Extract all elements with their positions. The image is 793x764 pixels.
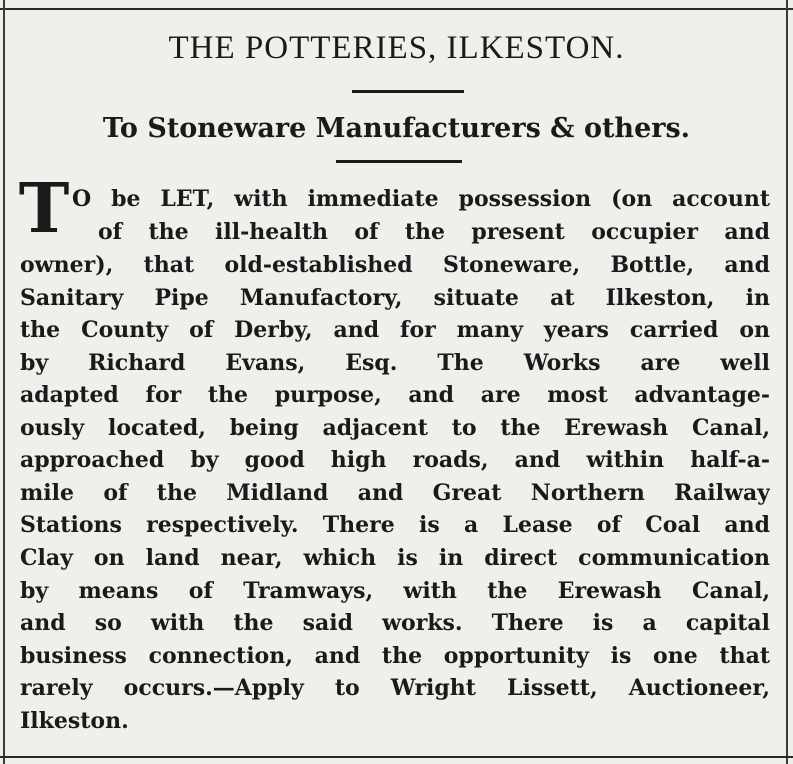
drop-cap: T: [18, 169, 70, 249]
body-line-11: Stations respectively. There is a Lease of Coal and: [20, 512, 770, 538]
body-line-1: O be LET, with immediate possession (on account: [72, 186, 770, 212]
body-line-7: adapted for the purpose, and are most advantage-: [20, 382, 770, 408]
body-line-5: the County of Derby, and for many years carried on: [20, 317, 770, 343]
body-line-4: Sanitary Pipe Manufactory, situate at Ilkeston, in: [20, 285, 770, 311]
subtitle-divider: [336, 160, 462, 163]
body-line-10: mile of the Midland and Great Northern Railway: [20, 480, 770, 506]
right-border-rule: [786, 0, 788, 764]
body-line-16: rarely occurs.—Apply to Wright Lissett, Auctioneer,: [20, 675, 770, 701]
bottom-border-rule: [0, 756, 793, 758]
body-line-14: and so with the said works. There is a capital: [20, 610, 770, 636]
body-line-6: by Richard Evans, Esq. The Works are well: [20, 350, 770, 376]
body-line-17: Ilkeston.: [20, 708, 129, 734]
body-line-2: of the ill-health of the present occupier and: [98, 219, 770, 245]
body-line-9: approached by good high roads, and within half-a-: [20, 447, 770, 473]
body-line-3: owner), that old-established Stoneware, Bottle, and: [20, 252, 770, 278]
advert-title: THE POTTERIES, ILKESTON.: [168, 30, 625, 66]
left-border-rule: [3, 0, 5, 764]
body-line-15: business connection, and the opportunity is one that: [20, 643, 770, 669]
body-line-13: by means of Tramways, with the Erewash Canal,: [20, 578, 770, 604]
title-divider: [352, 90, 464, 93]
advert-subtitle: To Stoneware Manufacturers & others.: [102, 113, 691, 144]
body-line-8: ously located, being adjacent to the Erewash Canal,: [20, 415, 770, 441]
body-line-12: Clay on land near, which is in direct communication: [20, 545, 770, 571]
top-border-rule: [0, 8, 793, 10]
